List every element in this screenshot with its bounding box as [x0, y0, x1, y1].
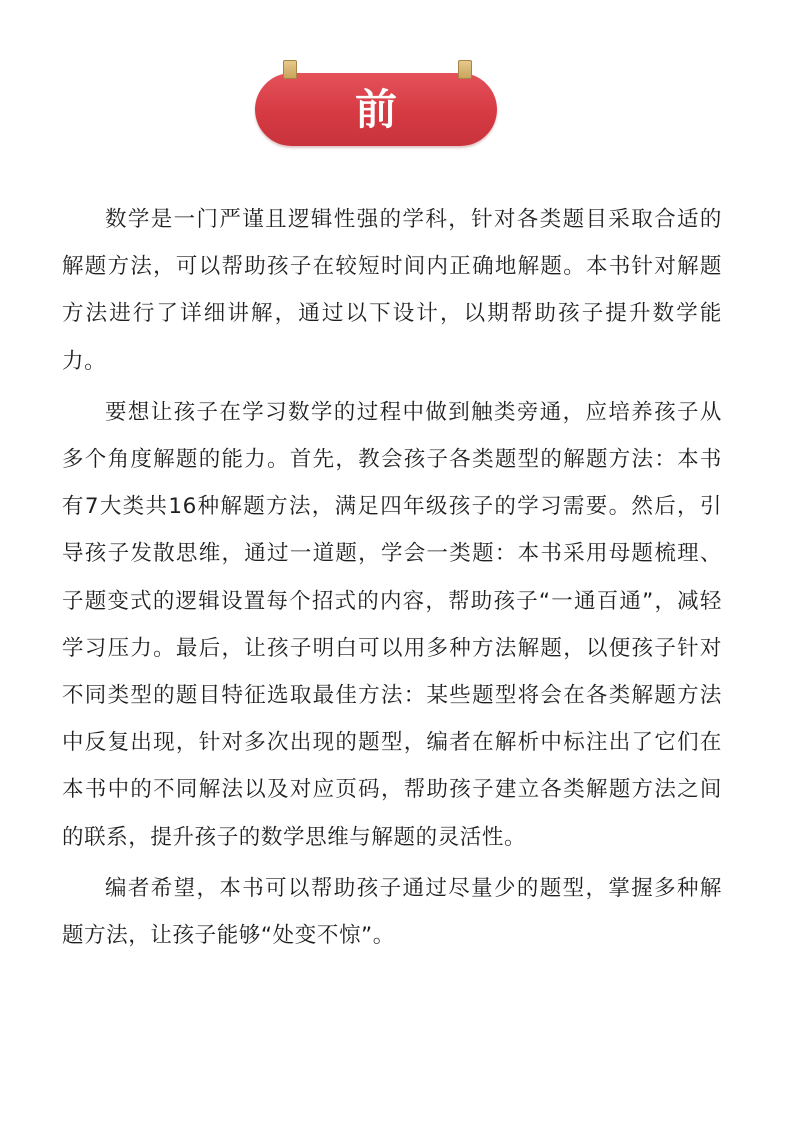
right-pin-icon	[458, 60, 472, 79]
title-banner	[255, 73, 497, 207]
page-title: 前 言	[324, 85, 457, 207]
paragraph-methods: 要想让孩子在学习数学的过程中做到触类旁通，应培养孩子从多个角度解题的能力。首先，教会孩子各类题型的解题方法：本书有7大类共16种解题方法，满足四年级孩子的学习需要。然后，引导孩子发散思维，通过一道题，学会一类题：本书采用母题梳理、子题变式的逻辑设置每个招式的内容，帮助孩子“一通百通”，减轻学习压力。最后，让孩子明白可以用多种方法解题，以便孩子针对不同类型的题目特征选取最佳方法：某些题型将会在各类解题方法中反复出现，针对多次出现的题型，编者在解析中标注出了它们在本书中的不同解法以及对应页码，帮助孩子建立各类解题方法之间的联系，提升孩子的数学思维与解题的灵活性。	[62, 399, 722, 850]
preface-body	[62, 196, 722, 963]
paragraph-intro: 数学是一门严谨且逻辑性强的学科，针对各类题目采取合适的解题方法，可以帮助孩子在较短时间内正确地解题。本书针对解题方法进行了详细讲解，通过以下设计，以期帮助孩子提升数学能力。	[62, 207, 722, 374]
left-pin-icon	[283, 60, 297, 79]
paragraph-closing: 编者希望，本书可以帮助孩子通过尽量少的题型，掌握多种解题方法，让孩子能够“处变不惊”。	[62, 875, 722, 949]
